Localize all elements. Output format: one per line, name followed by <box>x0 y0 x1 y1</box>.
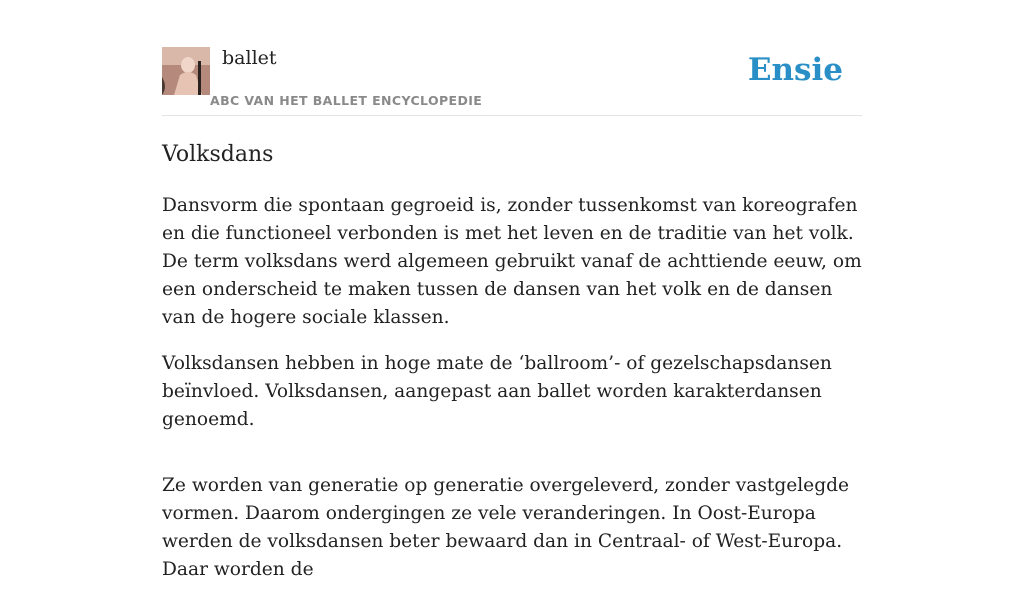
channel-subtitle[interactable]: ABC VAN HET BALLET ENCYCLOPEDIE <box>210 93 483 108</box>
article-body <box>162 192 862 602</box>
paragraph: Ze worden van generatie op generatie overgeleverd, zonder vastgelegde vormen. Daarom ondergingen ze vele veranderingen. In Oost-Europa werden de volksdansen beter bewaard dan in Centraal- of West-Europa. Daar worden de <box>162 475 849 580</box>
content-container <box>162 0 862 580</box>
ensie-logo-link[interactable]: Ensie <box>747 52 843 88</box>
article-title: Volksdans <box>162 142 274 167</box>
paragraph: Dansvorm die spontaan gegroeid is, zonder tussenkomst van koreografen en die functioneel verbonden is met het leven en de traditie van het volk. De term volksdans werd algemeen gebruikt vanaf de achttiende eeuw, om een onderscheid te maken tussen de dansen van het volk en de dansen van de hogere sociale klassen. <box>162 195 862 328</box>
dancer-photo-icon <box>162 47 210 95</box>
channel-header <box>162 0 862 116</box>
avatar[interactable] <box>162 47 210 95</box>
paragraph: Volksdansen hebben in hoge mate de ‘ballroom’- of gezelschapsdansen beïnvloed. Volksdansen, aangepast aan ballet worden karakterdansen genoemd. <box>162 353 832 430</box>
channel-name[interactable]: ballet <box>222 47 277 69</box>
